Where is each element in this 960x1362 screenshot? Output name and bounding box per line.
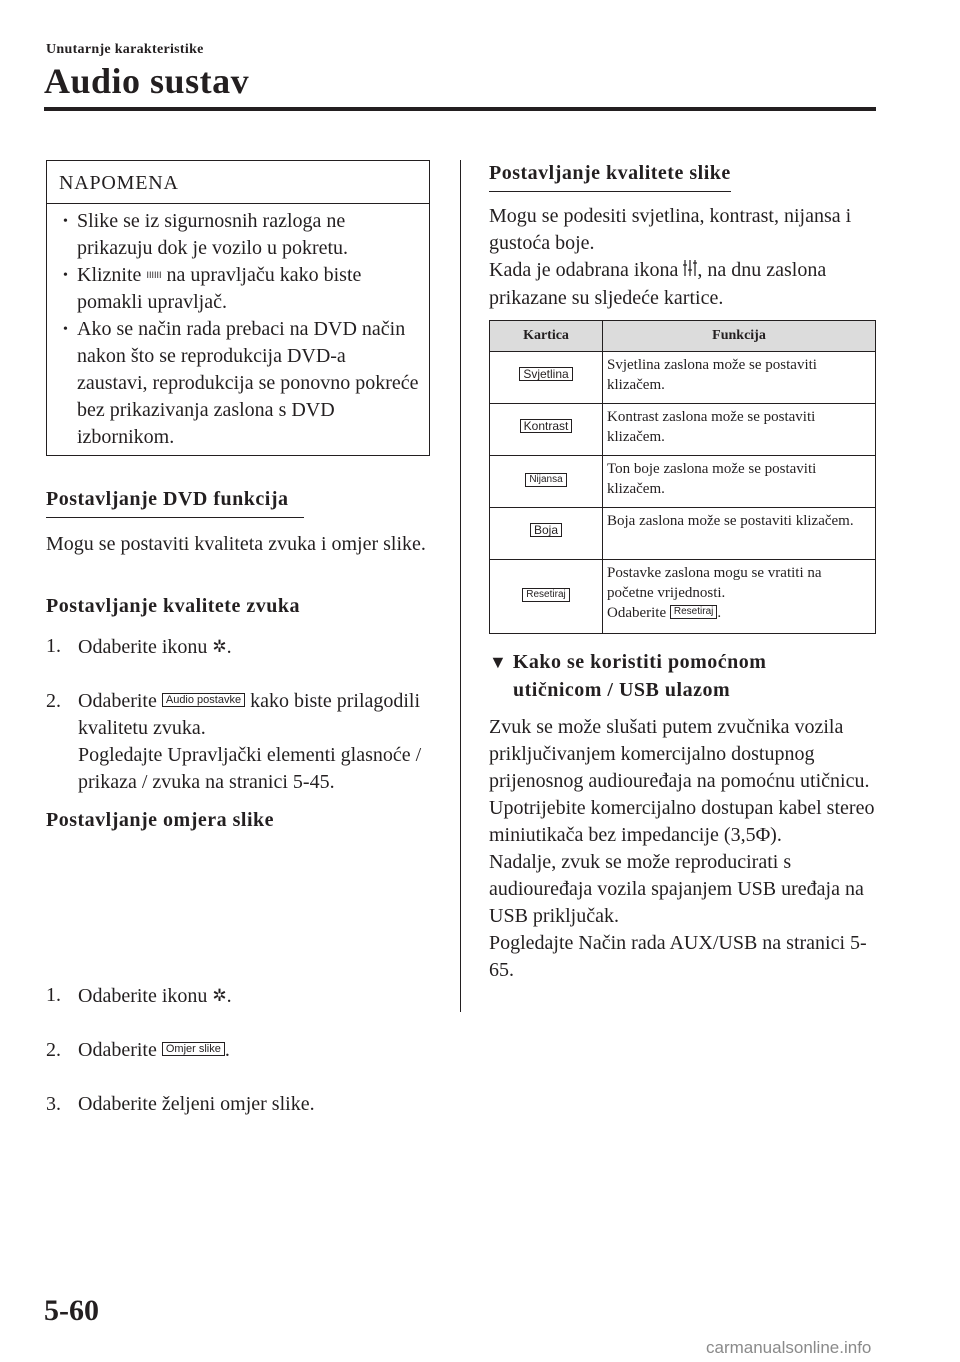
para-text: Kada je odabrana ikona [489,259,679,281]
column-divider [460,160,461,1012]
section-label: Unutarnje karakteristike [46,42,204,57]
step-reference: Pogledajte Upravljački elementi glasnoće / prikaza / zvuka na stranici 5-45. [78,744,422,793]
table-cell-function: Boja zaslona može se postaviti klizačem. [603,508,876,560]
heading-line: Kako se koristiti pomoćnom [512,651,767,673]
table-row [490,404,876,456]
step-punct: . [226,636,232,658]
paragraph: Upotrijebite komercijalno dostupan kabel stereo miniutikača bez impedancije (3,5Φ). [489,797,875,846]
step-item [46,688,462,796]
triangle-down-icon: ▼ [489,652,508,672]
table-row [490,352,876,404]
table-cell-function: Kontrast zaslona može se postaviti klizačem. [603,404,876,456]
reset-tab[interactable]: Resetiraj [522,588,569,602]
step-number: 2. [46,1039,61,1061]
note-text: Slike se iz sigurnosnih razloga ne prikazuju dok je vozilo u pokretu. [77,210,349,259]
contrast-tab[interactable]: Kontrast [520,419,573,433]
image-quality-intro: Mogu se podesiti svjetlina, kontrast, nijansa i gustoća boje. [489,205,852,254]
step-text: Odaberite ikonu [78,985,208,1007]
page-number: 5-60 [44,1294,99,1327]
function-text [607,603,871,623]
aspect-ratio-heading: Postavljanje omjera slike [46,809,275,831]
settings-table [489,320,876,634]
reset-button[interactable]: Resetiraj [670,605,717,619]
step-item [46,633,462,661]
step-number: 1. [46,984,61,1006]
step-number: 3. [46,1093,61,1115]
function-text-part: Odaberite [607,605,667,621]
note-text: Kliznite [77,264,142,286]
table-cell-function: Ton boje zaslona može se postaviti klizačem. [603,456,876,508]
table-cell-tab [490,404,603,456]
table-cell-function [603,560,876,634]
step-text: Odaberite [78,690,157,712]
para-text: , na dnu zaslona prikazane su sljedeće kartice. [489,259,827,309]
slider-icon: IIIIII [146,270,162,280]
table-cell-tab [490,560,603,634]
table-cell-tab [490,456,603,508]
dvd-section-heading: Postavljanje DVD funkcija [46,488,304,518]
aux-usb-heading [489,648,766,704]
step-punct: . [224,1039,230,1061]
table-row [490,456,876,508]
step-item [46,1037,462,1064]
note-box [46,160,430,456]
table-cell-function: Svjetlina zaslona može se postaviti klizačem. [603,352,876,404]
paragraph: Nadalje, zvuk se može reproducirati s audiouređaja vozila spajanjem USB uređaja na USB priključak. [489,851,864,927]
bullet-icon: • [63,322,68,337]
step-item [46,1091,462,1118]
note-text: na upravljaču kako biste pomakli upravljač. [77,264,362,313]
color-tab[interactable]: Boja [530,523,562,537]
gear-icon: ✲ [212,637,227,656]
function-text: Postavke zaslona mogu se vratiti na početne vrijednosti. [607,565,822,601]
step-text: kako biste prilagodili kvalitetu zvuka. [78,690,421,739]
step-number: 1. [46,635,61,657]
dvd-intro: Mogu se postaviti kvaliteta zvuka i omjer slike. [46,533,426,555]
table-header-function: Funkcija [603,321,876,352]
image-quality-tabs-text [489,257,875,312]
sound-quality-heading: Postavljanje kvalitete zvuka [46,595,300,617]
table-row [490,560,876,634]
paragraph: Zvuk se može slušati putem zvučnika vozila priključivanjem komercijalno dostupnog prijenosnog audiouređaja na pomoćnu utičnicu. [489,716,870,792]
table-row [490,508,876,560]
brightness-tab[interactable]: Svjetlina [519,367,572,381]
function-punct: . [717,605,722,621]
step-text: Odaberite [78,1039,157,1061]
note-item [59,208,419,262]
table-cell-tab [490,508,603,560]
note-body [47,204,429,451]
bullet-icon: • [63,268,68,283]
gear-icon: ✲ [212,986,227,1005]
aux-usb-text [489,714,875,984]
table-header-row [490,321,876,352]
page-title: Audio sustav [44,61,250,101]
step-number: 2. [46,690,61,712]
note-text: Ako se način rada prebaci na DVD način nakon što se reprodukcija DVD-a zaustavi, reprodukcija se ponovno pokreće bez prikazivanja zaslona s DVD izbornikom. [77,318,419,448]
table-header-tab: Kartica [490,321,603,352]
step-text: Odaberite željeni omjer slike. [78,1093,315,1115]
step-item [46,982,462,1010]
table-cell-tab [490,352,603,404]
step-punct: . [226,985,232,1007]
note-item [59,262,419,316]
watermark: carmanualsonline.info [706,1338,872,1357]
step-text: Odaberite ikonu [78,636,208,658]
title-divider [44,107,876,111]
aspect-ratio-button[interactable]: Omjer slike [162,1042,225,1056]
note-item [59,316,419,451]
audio-settings-button[interactable]: Audio postavke [162,693,245,707]
heading-line: utičnicom / USB ulazom [513,679,731,701]
note-title: NAPOMENA [47,161,429,204]
image-quality-heading: Postavljanje kvalitete slike [489,162,731,192]
hue-tab[interactable]: Nijansa [525,473,566,487]
bullet-icon: • [63,214,68,229]
equalizer-icon [683,258,697,285]
paragraph: Pogledajte Način rada AUX/USB na stranici 5-65. [489,932,867,981]
